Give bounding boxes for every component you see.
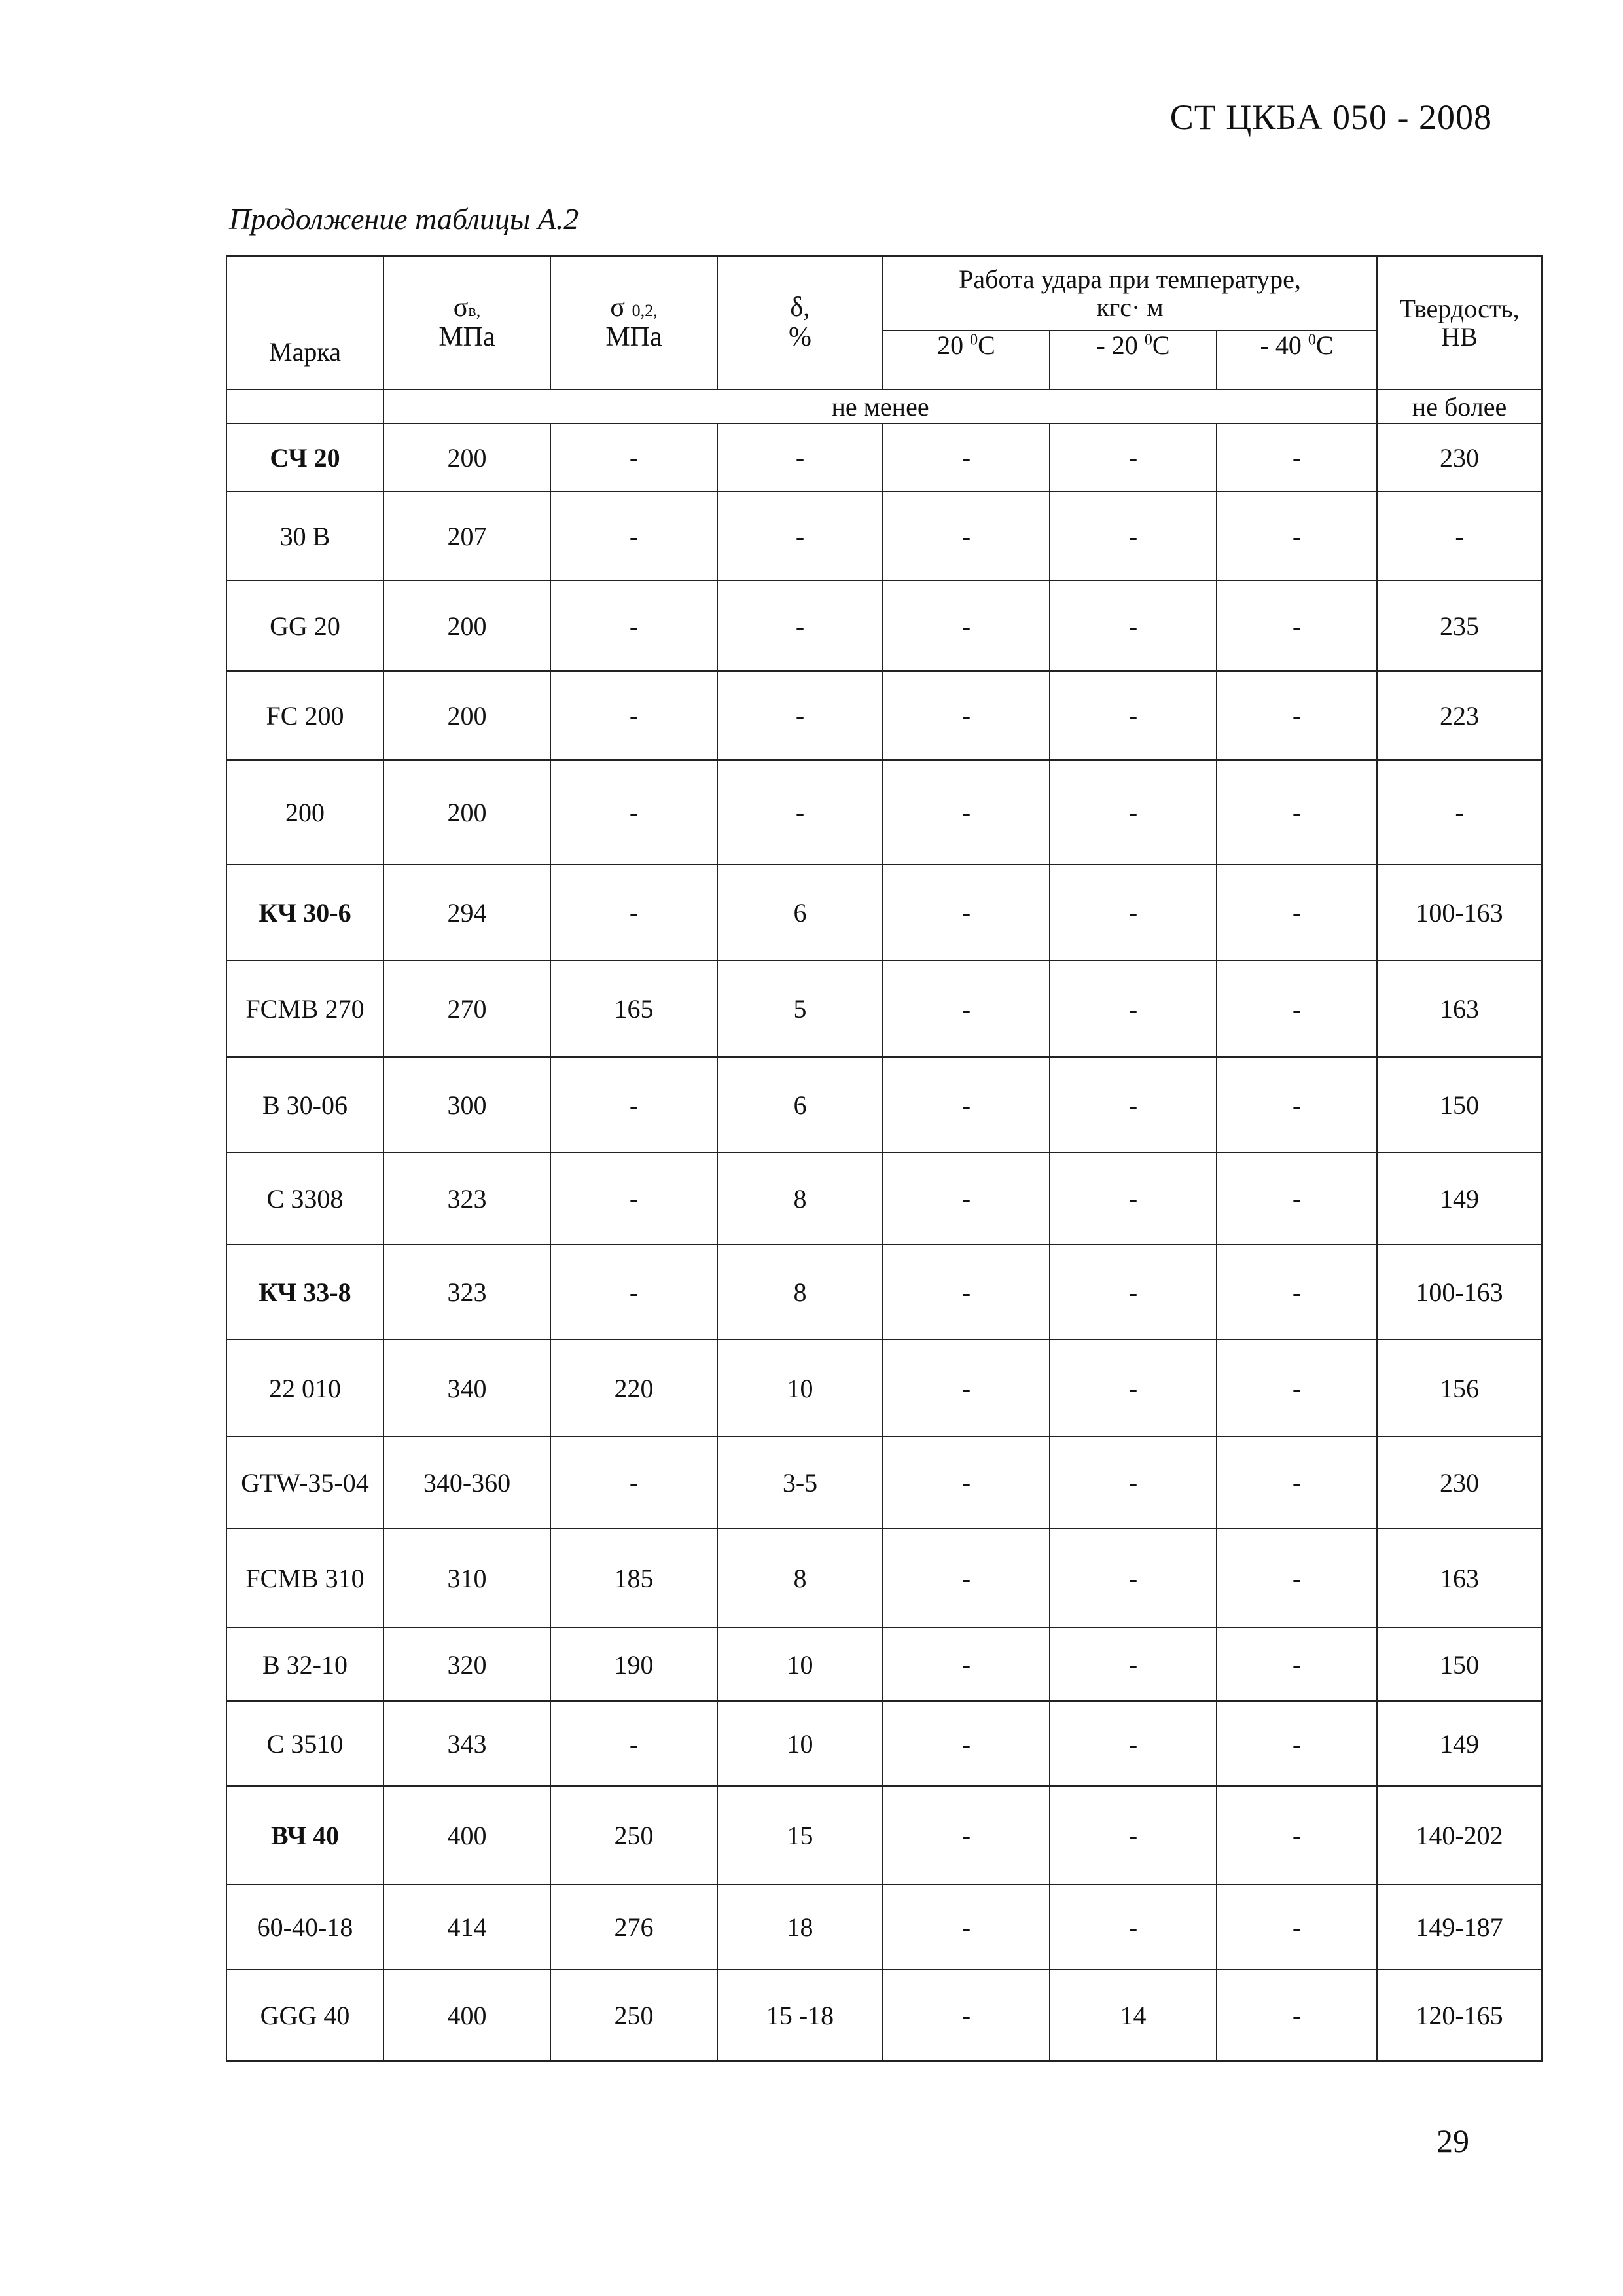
cell-elongation: - [717, 760, 883, 865]
cell-grade: С 3308 [226, 1153, 383, 1244]
cell-elongation: - [717, 581, 883, 671]
cell-elongation: 8 [717, 1244, 883, 1340]
header-elongation: δ, % [717, 256, 883, 389]
cell-impact-20: - [883, 1437, 1050, 1528]
cell-elongation: 3-5 [717, 1437, 883, 1528]
cell-impact-minus-40: - [1217, 1701, 1377, 1786]
cell-elongation: - [717, 423, 883, 492]
cell-tensile-strength: 270 [383, 960, 550, 1057]
cell-impact-minus-40: - [1217, 865, 1377, 960]
cell-tensile-strength: 414 [383, 1884, 550, 1969]
cell-tensile-strength: 200 [383, 581, 550, 671]
document-code: СТ ЦКБА 050 - 2008 [1169, 98, 1492, 137]
cell-impact-20: - [883, 1057, 1050, 1153]
cell-tensile-strength: 294 [383, 865, 550, 960]
cell-tensile-strength: 340 [383, 1340, 550, 1437]
cell-hardness: 230 [1377, 1437, 1542, 1528]
cell-impact-minus-20: - [1050, 1340, 1217, 1437]
cell-yield-strength: 190 [550, 1628, 717, 1701]
cell-yield-strength: - [550, 423, 717, 492]
cell-hardness: 163 [1377, 960, 1542, 1057]
table-row [226, 760, 1542, 865]
cell-hardness: - [1377, 492, 1542, 581]
cell-grade: FCMB 270 [226, 960, 383, 1057]
cell-hardness: - [1377, 760, 1542, 865]
cell-grade: 30 В [226, 492, 383, 581]
cell-impact-20: - [883, 1244, 1050, 1340]
cell-grade: В 30-06 [226, 1057, 383, 1153]
cell-impact-minus-20: - [1050, 960, 1217, 1057]
cell-impact-minus-40: - [1217, 671, 1377, 760]
cell-impact-minus-20: - [1050, 581, 1217, 671]
cell-grade: КЧ 33-8 [226, 1244, 383, 1340]
cell-elongation: 6 [717, 865, 883, 960]
cell-yield-strength: 250 [550, 1969, 717, 2061]
cell-hardness: 156 [1377, 1340, 1542, 1437]
header-temp-20: 20 $^0$С [883, 331, 1050, 389]
cell-impact-minus-40: - [1217, 492, 1377, 581]
cell-impact-20: - [883, 581, 1050, 671]
cell-impact-minus-20: - [1050, 1628, 1217, 1701]
cell-hardness: 223 [1377, 671, 1542, 760]
limit-blank [226, 389, 383, 423]
cell-impact-20: - [883, 960, 1050, 1057]
cell-yield-strength: 250 [550, 1786, 717, 1884]
properties-table [226, 255, 1543, 2062]
table-row [226, 1884, 1542, 1969]
cell-impact-minus-40: - [1217, 423, 1377, 492]
cell-impact-20: - [883, 492, 1050, 581]
cell-impact-minus-20: - [1050, 1528, 1217, 1628]
cell-elongation: 5 [717, 960, 883, 1057]
cell-yield-strength: - [550, 1057, 717, 1153]
table-row [226, 1969, 1542, 2061]
table-row [226, 1628, 1542, 1701]
cell-grade: GG 20 [226, 581, 383, 671]
cell-grade: FC 200 [226, 671, 383, 760]
cell-tensile-strength: 323 [383, 1153, 550, 1244]
cell-impact-minus-20: - [1050, 1437, 1217, 1528]
cell-impact-minus-40: - [1217, 1244, 1377, 1340]
cell-yield-strength: 276 [550, 1884, 717, 1969]
cell-tensile-strength: 207 [383, 492, 550, 581]
cell-hardness: 140-202 [1377, 1786, 1542, 1884]
cell-impact-minus-40: - [1217, 1057, 1377, 1153]
cell-impact-20: - [883, 1153, 1050, 1244]
cell-impact-minus-40: - [1217, 1884, 1377, 1969]
cell-impact-20: - [883, 1884, 1050, 1969]
cell-elongation: 10 [717, 1340, 883, 1437]
cell-impact-minus-40: - [1217, 760, 1377, 865]
cell-impact-minus-20: - [1050, 1786, 1217, 1884]
cell-elongation: 6 [717, 1057, 883, 1153]
cell-impact-minus-20: - [1050, 1153, 1217, 1244]
cell-tensile-strength: 320 [383, 1628, 550, 1701]
cell-grade: С 3510 [226, 1701, 383, 1786]
cell-yield-strength: - [550, 1437, 717, 1528]
cell-elongation: - [717, 671, 883, 760]
cell-impact-20: - [883, 1969, 1050, 2061]
cell-impact-20: - [883, 760, 1050, 865]
cell-tensile-strength: 340-360 [383, 1437, 550, 1528]
cell-yield-strength: 220 [550, 1340, 717, 1437]
cell-yield-strength: 185 [550, 1528, 717, 1628]
cell-impact-minus-20: 14 [1050, 1969, 1217, 2061]
cell-tensile-strength: 310 [383, 1528, 550, 1628]
cell-yield-strength: - [550, 865, 717, 960]
cell-grade: КЧ 30-6 [226, 865, 383, 960]
cell-impact-20: - [883, 1628, 1050, 1701]
cell-grade: GGG 40 [226, 1969, 383, 2061]
cell-grade: 22 010 [226, 1340, 383, 1437]
cell-impact-minus-20: - [1050, 760, 1217, 865]
cell-impact-minus-20: - [1050, 1244, 1217, 1340]
cell-elongation: 15 [717, 1786, 883, 1884]
cell-hardness: 150 [1377, 1628, 1542, 1701]
cell-impact-minus-40: - [1217, 1969, 1377, 2061]
cell-hardness: 100-163 [1377, 1244, 1542, 1340]
cell-hardness: 150 [1377, 1057, 1542, 1153]
cell-elongation: - [717, 492, 883, 581]
cell-impact-minus-40: - [1217, 1153, 1377, 1244]
table-row [226, 1340, 1542, 1437]
cell-hardness: 235 [1377, 581, 1542, 671]
cell-impact-minus-40: - [1217, 960, 1377, 1057]
cell-impact-20: - [883, 865, 1050, 960]
limit-min: не менее [383, 389, 1377, 423]
cell-impact-minus-20: - [1050, 1884, 1217, 1969]
cell-tensile-strength: 300 [383, 1057, 550, 1153]
cell-impact-20: - [883, 1340, 1050, 1437]
cell-yield-strength: - [550, 581, 717, 671]
cell-elongation: 15 -18 [717, 1969, 883, 2061]
cell-elongation: 10 [717, 1628, 883, 1701]
cell-hardness: 149 [1377, 1701, 1542, 1786]
cell-yield-strength: - [550, 1153, 717, 1244]
cell-yield-strength: - [550, 492, 717, 581]
cell-impact-minus-40: - [1217, 581, 1377, 671]
cell-impact-20: - [883, 423, 1050, 492]
cell-yield-strength: - [550, 671, 717, 760]
cell-impact-minus-20: - [1050, 1701, 1217, 1786]
cell-elongation: 8 [717, 1528, 883, 1628]
header-impact-energy: Работа удара при температуре, кгс· м [883, 256, 1377, 331]
cell-grade: GTW-35-04 [226, 1437, 383, 1528]
table-row [226, 865, 1542, 960]
cell-grade: 200 [226, 760, 383, 865]
cell-hardness: 149-187 [1377, 1884, 1542, 1969]
cell-tensile-strength: 200 [383, 423, 550, 492]
table-row [226, 581, 1542, 671]
cell-yield-strength: - [550, 1244, 717, 1340]
header-temp-minus-20: - 20 $^0$С [1050, 331, 1217, 389]
cell-hardness: 230 [1377, 423, 1542, 492]
cell-tensile-strength: 343 [383, 1701, 550, 1786]
table-row [226, 1437, 1542, 1528]
cell-impact-minus-40: - [1217, 1437, 1377, 1528]
cell-tensile-strength: 323 [383, 1244, 550, 1340]
cell-impact-20: - [883, 1701, 1050, 1786]
cell-impact-minus-40: - [1217, 1786, 1377, 1884]
cell-elongation: 10 [717, 1701, 883, 1786]
table-continuation-caption: Продолжение таблицы А.2 [229, 202, 579, 236]
table-row [226, 1786, 1542, 1884]
cell-yield-strength: - [550, 1701, 717, 1786]
cell-grade: FCMB 310 [226, 1528, 383, 1628]
cell-grade: ВЧ 40 [226, 1786, 383, 1884]
cell-grade: СЧ 20 [226, 423, 383, 492]
table-row [226, 1528, 1542, 1628]
cell-impact-minus-40: - [1217, 1628, 1377, 1701]
cell-tensile-strength: 200 [383, 760, 550, 865]
cell-elongation: 8 [717, 1153, 883, 1244]
cell-impact-minus-20: - [1050, 423, 1217, 492]
table-row [226, 1244, 1542, 1340]
table-row [226, 960, 1542, 1057]
cell-impact-20: - [883, 671, 1050, 760]
table-row [226, 423, 1542, 492]
table-row [226, 1153, 1542, 1244]
cell-hardness: 120-165 [1377, 1969, 1542, 2061]
table-row [226, 1057, 1542, 1153]
cell-tensile-strength: 400 [383, 1786, 550, 1884]
cell-impact-minus-40: - [1217, 1528, 1377, 1628]
cell-tensile-strength: 200 [383, 671, 550, 760]
cell-yield-strength: - [550, 760, 717, 865]
cell-hardness: 149 [1377, 1153, 1542, 1244]
cell-impact-20: - [883, 1786, 1050, 1884]
cell-impact-minus-40: - [1217, 1340, 1377, 1437]
cell-impact-minus-20: - [1050, 1057, 1217, 1153]
header-tensile-strength [383, 256, 550, 389]
cell-elongation: 18 [717, 1884, 883, 1969]
header-temp-minus-40: - 40 $^0$С [1217, 331, 1377, 389]
cell-impact-minus-20: - [1050, 492, 1217, 581]
cell-impact-minus-20: - [1050, 865, 1217, 960]
header-hardness: Твердость, НВ [1377, 256, 1542, 389]
limit-max: не более [1377, 389, 1542, 423]
cell-grade: В 32-10 [226, 1628, 383, 1701]
table-row [226, 671, 1542, 760]
header-grade: Марка [226, 256, 383, 389]
cell-hardness: 163 [1377, 1528, 1542, 1628]
cell-tensile-strength: 400 [383, 1969, 550, 2061]
header-tensile-strength-label: σв, МПа [438, 292, 495, 352]
header-yield-strength: σ 0,2, МПа [550, 256, 717, 389]
cell-impact-minus-20: - [1050, 671, 1217, 760]
cell-yield-strength: 165 [550, 960, 717, 1057]
table-row [226, 492, 1542, 581]
cell-hardness: 100-163 [1377, 865, 1542, 960]
cell-impact-20: - [883, 1528, 1050, 1628]
table-row [226, 1701, 1542, 1786]
cell-grade: 60-40-18 [226, 1884, 383, 1969]
page-number: 29 [1436, 2123, 1469, 2159]
